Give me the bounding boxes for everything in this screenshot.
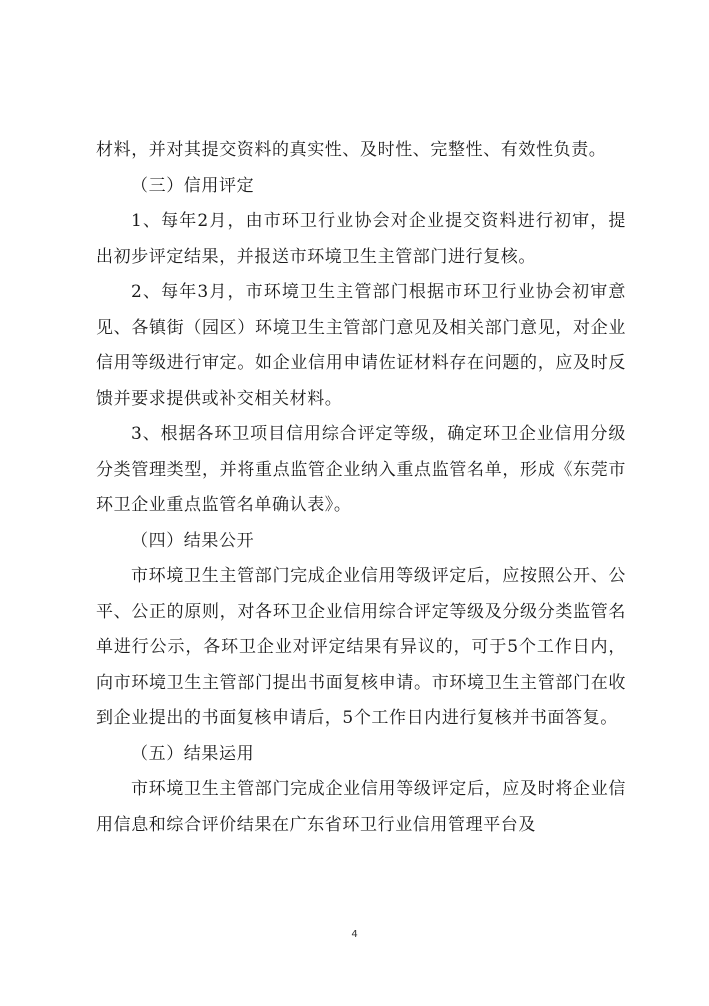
page-number: 4 xyxy=(351,929,358,940)
paragraph-result-usage: 市环境卫生主管部门完成企业信用等级评定后，应及时将企业信用信息和综合评价结果在广东省环卫行业信用管理平台及 xyxy=(96,779,626,835)
paragraph-public-notice: 市环境卫生主管部门完成企业信用等级评定后，应按照公开、公平、公正的原则，对各环卫企业信用综合评定等级及分级分类监管名单进行公示，各环卫企业对评定结果有异议的，可于5个工作日内，向市环境卫生主管部门提出书面复核申请。市环境卫生主管部门在收到企业提出的书面复核申请后，5个工作日内进行复核并书面答复。 xyxy=(96,566,626,728)
section-heading-result-application: （五）结果运用 xyxy=(131,743,255,764)
document-body xyxy=(96,133,626,843)
paragraph-continuation: 材料，并对其提交资料的真实性、及时性、完整性、有效性负责。 xyxy=(96,140,607,160)
paragraph-final-review: 2、每年3月，市环境卫生主管部门根据市环卫行业协会初审意见、各镇街（园区）环境卫生主管部门意见及相关部门意见，对企业信用等级进行审定。如企业信用申请佐证材料存在问题的，应及时反馈并要求提供或补交相关材料。 xyxy=(96,282,626,409)
paragraph-preliminary-review: 1、每年2月，由市环卫行业协会对企业提交资料进行初审，提出初步评定结果，并报送市环境卫生主管部门进行复核。 xyxy=(96,211,626,267)
paragraph-supervision-list: 3、根据各环卫项目信用综合评定等级，确定环卫企业信用分级分类管理类型，并将重点监管企业纳入重点监管名单，形成《东莞市环卫企业重点监管名单确认表》。 xyxy=(96,424,626,515)
section-heading-result-disclosure: （四）结果公开 xyxy=(131,530,255,551)
section-heading-credit-evaluation: （三）信用评定 xyxy=(131,175,255,196)
